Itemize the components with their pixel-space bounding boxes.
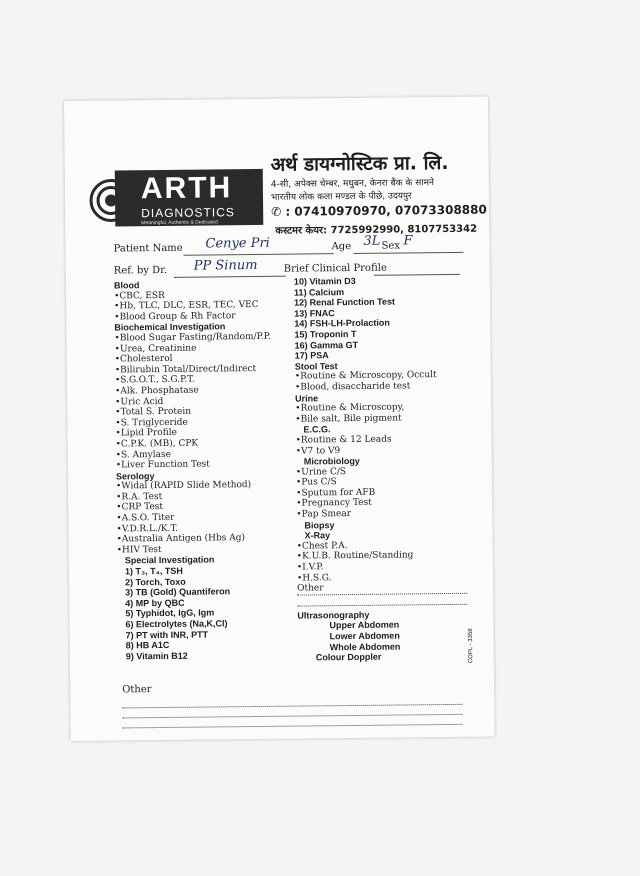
- test-item: • C.P.K. (MB), CPK: [116, 438, 296, 450]
- test-item: • Uric Acid: [115, 395, 295, 407]
- test-item: • CRP Test: [116, 501, 296, 513]
- test-item: Other: [297, 582, 467, 595]
- test-item: • V7 to V9: [296, 444, 466, 456]
- test-item: • CBC, ESR: [114, 289, 294, 301]
- test-item: • S.G.O.T., S.G.P.T.: [115, 374, 295, 386]
- test-item: [297, 596, 467, 607]
- test-item: 5) Typhidot, IgG, Igm: [125, 607, 215, 619]
- address-line-1: 4-सी, अपेक्स चेम्बर, मधुबन, केनरा बैंक के सामने: [270, 178, 435, 190]
- test-item: • H.S.G.: [297, 571, 467, 583]
- section-heading: Blood: [113, 280, 140, 291]
- test-item: • Chest P.A.: [297, 540, 467, 552]
- address-line-2: भारतीय लोक कला मण्डल के पीछे, उदयपुर: [270, 191, 412, 203]
- test-item: 16) Gamma GT: [294, 339, 359, 351]
- test-item: 17) PSA: [294, 350, 329, 361]
- test-item: • Blood, disaccharide test: [295, 381, 465, 393]
- test-item: • Cholesterol: [115, 353, 295, 365]
- section-heading: Urine: [295, 392, 319, 404]
- test-item: • R.A. Test: [116, 490, 296, 502]
- test-item: • K.U.B. Routine/Standing: [297, 550, 467, 562]
- brand-sub: DIAGNOSTICS: [141, 205, 235, 221]
- other-line: [122, 715, 462, 729]
- section-heading: Special Investigation: [124, 554, 215, 566]
- sex-value: F: [403, 233, 413, 249]
- section-heading: X-Ray: [304, 530, 331, 541]
- target-logo-icon: [85, 170, 138, 223]
- test-item: 10) Vitamin D3: [293, 275, 356, 287]
- other-lines: [122, 695, 462, 729]
- referred-by-label: Ref. by Dr.: [113, 264, 168, 277]
- test-item: • Sputum for AFB: [296, 487, 466, 499]
- phone-numbers: ✆ : 07410970970, 07073308880: [271, 202, 487, 219]
- test-item: 6) Electrolytes (Na,K,Cl): [125, 618, 228, 630]
- test-item: • I.V.P.: [297, 561, 467, 573]
- test-item: 8) HB A1C: [125, 640, 170, 651]
- age-sex-line: [354, 252, 464, 254]
- test-item: 12) Renal Function Test: [294, 296, 396, 308]
- arth-logo: [115, 169, 264, 227]
- test-item: • A.S.O. Titer: [116, 512, 296, 524]
- section-heading: Stool Test: [294, 360, 338, 372]
- test-item: • HIV Test: [117, 543, 297, 555]
- company-address: [271, 176, 501, 204]
- test-item: • Urea, Creatinine: [115, 342, 295, 354]
- section-heading: Lower Abdomen: [329, 630, 400, 642]
- section-heading: E.C.G.: [303, 424, 331, 435]
- section-heading: Upper Abdomen: [329, 619, 400, 631]
- test-item: • Blood Group & Rh Factor: [114, 310, 294, 322]
- section-heading: Ultrasonography: [297, 609, 370, 621]
- test-item: • Alk. Phosphatase: [115, 385, 295, 397]
- patient-name-line: [184, 253, 334, 256]
- test-item: • Pus C/S: [296, 476, 466, 488]
- test-item: 2) Torch, Toxo: [124, 576, 186, 588]
- referred-by-value: PP Sinum: [193, 257, 258, 274]
- test-item: 1) T₃, T₄, TSH: [124, 565, 183, 577]
- other-label: Other: [122, 684, 152, 696]
- test-item: • Bile salt, Bile pigment: [295, 413, 465, 425]
- test-item: 13) FNAC: [294, 307, 335, 319]
- test-item: • Bilirubin Total/Direct/Indirect: [115, 363, 295, 375]
- section-heading: Microbiology: [303, 456, 360, 467]
- test-item: • Australia Antigen (Hbs Ag): [117, 533, 297, 545]
- test-item: • V.D.R.L./K.T.: [116, 522, 296, 534]
- form-code: COPL - 3358: [467, 628, 475, 664]
- referred-by-line: [174, 276, 286, 278]
- test-item: • Pregnancy Test: [296, 497, 466, 509]
- customer-care: कस्टमर केयर: 7725992990, 8107753342: [275, 223, 478, 237]
- test-item: 4) MP by QBC: [125, 597, 185, 609]
- test-item: 3) TB (Gold) Quantiferon: [125, 586, 231, 598]
- age-value: 3L: [363, 233, 381, 249]
- test-item: 14) FSH-LH-Prolaction: [294, 317, 390, 329]
- test-item: • Liver Function Test: [116, 459, 296, 471]
- test-item: 9) Vitamin B12: [125, 650, 188, 662]
- test-item: • Widal (RAPID Slide Method): [116, 480, 296, 492]
- section-heading: Biochemical Investigation: [114, 321, 226, 333]
- company-title-hindi: अर्थ डायग्नोस्टिक प्रा. लि.: [270, 151, 449, 176]
- test-item: • Routine & Microscopy, Occult: [295, 370, 465, 382]
- section-heading: Colour Doppler: [315, 651, 382, 663]
- test-item: • S. Triglyceride: [115, 416, 295, 428]
- age-label: Age: [331, 241, 352, 253]
- patient-name-label: Patient Name: [113, 242, 183, 255]
- patient-name-value: Cenye Pri: [205, 235, 270, 252]
- test-item: • Routine & Microscopy,: [295, 402, 465, 414]
- test-requisition-form: [64, 97, 495, 741]
- section-heading: Biopsy: [304, 519, 335, 531]
- test-item: • Total S. Protein: [115, 406, 295, 418]
- brand-name: ARTH: [140, 171, 233, 206]
- section-heading: Whole Abdomen: [329, 641, 401, 652]
- test-item: 15) Troponin T: [294, 328, 357, 340]
- right-test-column: [294, 275, 468, 664]
- test-item: • Blood Sugar Fasting/Random/P.P.: [114, 332, 294, 344]
- left-test-column: [114, 279, 298, 662]
- brand-tagline: Meaningful, Authentic & Dedicated: [141, 219, 218, 227]
- sex-label: Sex: [381, 240, 401, 252]
- test-item: 7) PT with INR, PTT: [125, 629, 209, 640]
- test-item: • Urine C/S: [296, 465, 466, 477]
- clinical-profile-label: Brief Clinical Profile: [283, 262, 387, 275]
- test-item: • Hb, TLC, DLC, ESR, TEC, VEC: [114, 300, 294, 312]
- test-item: • Lipid Profile: [115, 427, 295, 439]
- test-item: • Pap Smear: [296, 508, 466, 520]
- section-heading: Serology: [115, 470, 155, 482]
- test-item: • Routine & 12 Leads: [296, 434, 466, 446]
- test-item: • S. Amylase: [116, 448, 296, 460]
- test-item: 11) Calcium: [293, 286, 345, 298]
